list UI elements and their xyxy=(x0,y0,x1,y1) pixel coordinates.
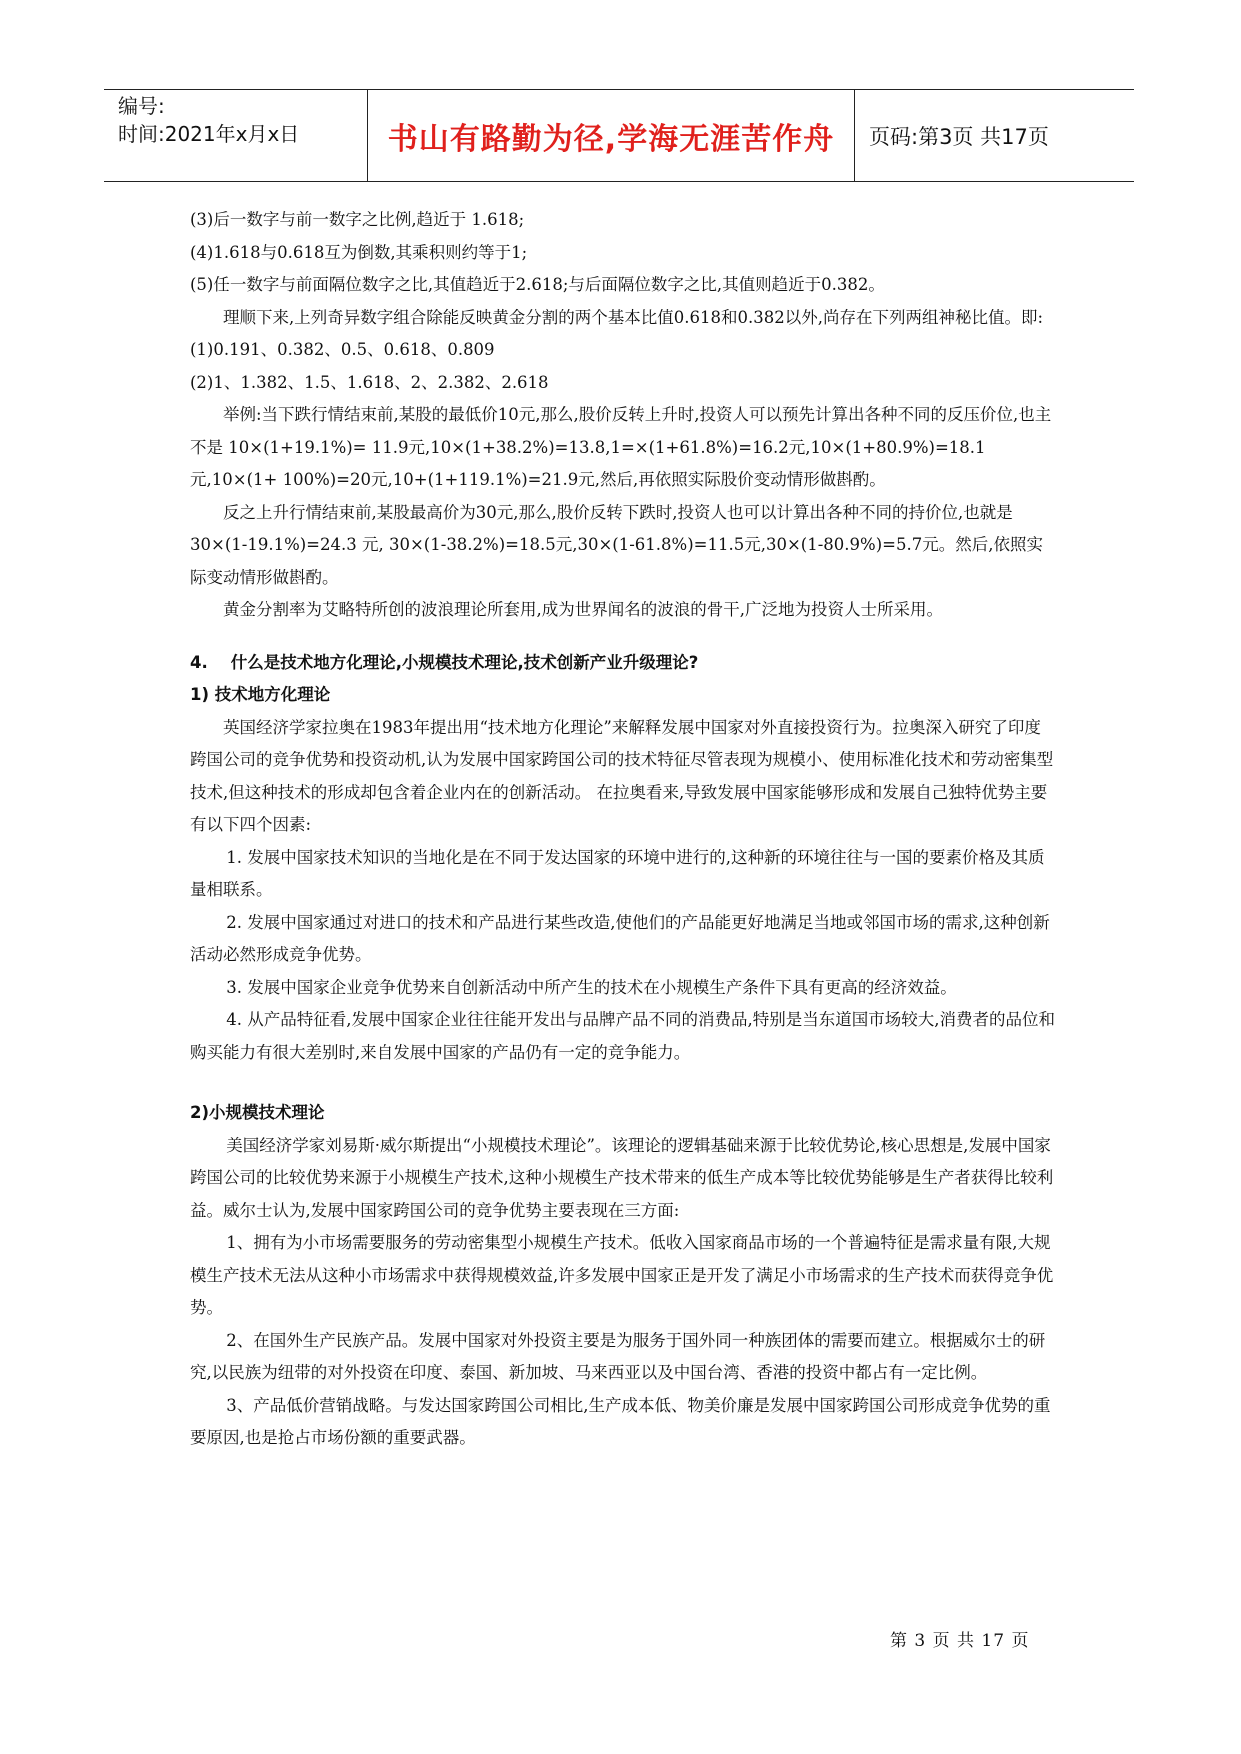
paragraph: 美国经济学家刘易斯·威尔斯提出“小规模技术理论”。该理论的逻辑基础来源于比较优势论,核心思想是,发展中国家跨国公司的比较优势来源于小规模生产技术,这种小规模生产技术带来的低生产成本等比较优势能够是生产者获得比较利益。威尔士认为,发展中国家跨国公司的竞争优势主要表现在三方面: xyxy=(190,1135,1054,1220)
paragraph: 黄金分割率为艾略特所创的波浪理论所套用,成为世界闻名的波浪的骨干,广泛地为投资人士所采用。 xyxy=(223,600,943,619)
paragraph: (4)1.618与0.618互为倒数,其乘积则约等于1; xyxy=(190,242,528,262)
paragraph: (3)后一数字与前一数字之比例,趋近于 1.618; xyxy=(190,210,525,229)
page-header xyxy=(104,89,1134,182)
paragraph: (1)0.191、0.382、0.5、0.618、0.809 xyxy=(190,340,495,359)
document-body xyxy=(190,204,1056,1455)
paragraph: (5)任一数字与前面隔位数字之比,其值趋近于2.618;与后面隔位数字之比,其值则趋近于0.382。 xyxy=(190,275,885,294)
doc-number-label: 编号: xyxy=(118,94,165,118)
page-footer: 第 3 页 共 17 页 xyxy=(890,1631,1030,1651)
paragraph: 举例:当下跌行情结束前,某股的最低价10元,那么,股价反转上升时,投资人可以预先计算出各种不同的反压价位,也主不是 10×(1+19.1%)= 11.9元,10×(1+38.2%)=13.8,1=×(1+61.8%)=16.2元,10×(1+80.9%)=18.1元,10×(1+ 100%)=20元,10+(1+119.1%)=21.9元,然后,再依照实际股价变动情形做斟酌。 xyxy=(190,405,1052,489)
list-item: 4. 从产品特征看,发展中国家企业往往能开发出与品牌产品不同的消费品,特别是当东道国市场较大,消费者的品位和购买能力有很大差别时,来自发展中国家的产品仍有一定的竞争能力。 xyxy=(190,1010,1056,1062)
paragraph: (2)1、1.382、1.5、1.618、2、2.382、2.618 xyxy=(190,372,549,392)
list-item: 2. 发展中国家通过对进口的技术和产品进行某些改造,使他们的产品能更好地满足当地或邻国市场的需求,这种创新活动必然形成竞争优势。 xyxy=(190,912,1050,964)
paragraph: 理顺下来,上列奇异数字组合除能反映黄金分割的两个基本比值0.618和0.382以外,尚存在下列两组神秘比值。即: xyxy=(223,307,1044,327)
list-item: 3. 发展中国家企业竞争优势来自创新活动中所产生的技术在小规模生产条件下具有更高的经济效益。 xyxy=(226,977,957,997)
question-heading: 4. 什么是技术地方化理论,小规模技术理论,技术创新产业升级理论? xyxy=(190,652,699,672)
list-item: 1、拥有为小市场需要服务的劳动密集型小规模生产技术。低收入国家商品市场的一个普遍特征是需求量有限,大规模生产技术无法从这种小市场需求中获得规模效益,许多发展中国家正是开发了满足小市场需求的生产技术而获得竞争优势。 xyxy=(190,1233,1054,1317)
header-page-label: 页码:第3页 共17页 xyxy=(869,124,1049,149)
paragraph: 英国经济学家拉奥在1983年提出用“技术地方化理论”来解释发展中国家对外直接投资行为。拉奥深入研究了印度跨国公司的竞争优势和投资动机,认为发展中国家跨国公司的技术特征尽管表现为规模小、使用标准化技术和劳动密集型技术,但这种技术的形成却包含着企业内在的创新活动。 在拉奥看来,导致发展中国家能够形成和发展自己独特优势主要有以下四个因素: xyxy=(190,717,1054,834)
section-heading: 1) 技术地方化理论 xyxy=(190,685,331,704)
time-label: 时间:2021年x月x日 xyxy=(118,122,300,146)
header-meta xyxy=(104,90,368,181)
list-item: 3、产品低价营销战略。与发达国家跨国公司相比,生产成本低、物美价廉是发展中国家跨国公司形成竞争优势的重要原因,也是抢占市场份额的重要武器。 xyxy=(190,1395,1051,1447)
list-item: 2、在国外生产民族产品。发展中国家对外投资主要是为服务于国外同一种族团体的需要而建立。根据威尔士的研究,以民族为纽带的对外投资在印度、泰国、新加坡、马来西亚以及中国台湾、香港的投资中都占有一定比例。 xyxy=(190,1330,1046,1382)
list-item: 1. 发展中国家技术知识的当地化是在不同于发达国家的环境中进行的,这种新的环境往往与一国的要素价格及其质量相联系。 xyxy=(190,847,1045,899)
paragraph: 反之上升行情结束前,某股最高价为30元,那么,股价反转下跌时,投资人也可以计算出各种不同的持价位,也就是30×(1-19.1%)=24.3 元, 30×(1-38.2%)=18.5元,30×(1-61.8%)=11.5元,30×(1-80.9%)=5.7元。然后,依照实际变动情形做斟酌。 xyxy=(190,502,1043,587)
header-motto: 书山有路勤为径,学海无涯苦作舟 xyxy=(368,90,855,181)
section-heading: 2)小规模技术理论 xyxy=(190,1103,325,1122)
